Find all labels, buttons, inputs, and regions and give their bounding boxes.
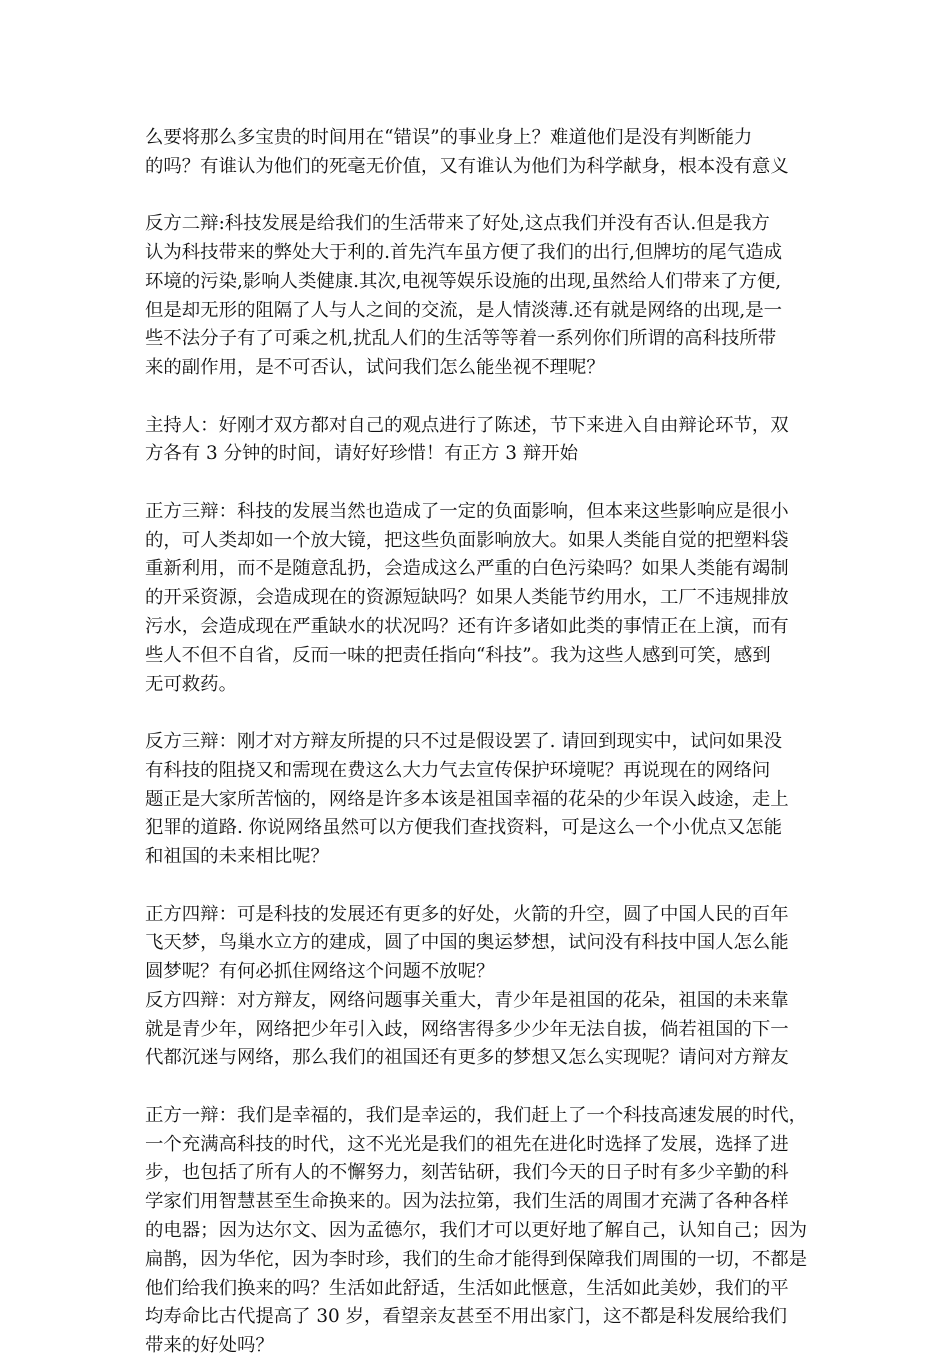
paragraph-host [145, 412, 815, 470]
text-line: 有科技的阻挠又和需现在费这么大力气去宣传保护环境呢？再说现在的网络问 [145, 759, 771, 781]
text-line: 正方三辩：科技的发展当然也造成了一定的负面影响，但本来这些影响应是很小 [145, 500, 789, 522]
text-line: 均寿命比古代提高了 30 岁，看望亲友甚至不用出家门，这不都是科发展给我们 [145, 1306, 787, 1328]
text-line: 就是青少年，网络把少年引入歧，网络害得多少少年无法自拔，倘若祖国的下一 [145, 1018, 789, 1040]
text-line: 代都沉迷与网络，那么我们的祖国还有更多的梦想又怎么实现呢？请问对方辩友 [145, 1047, 789, 1069]
paragraph-intro-continuation [145, 124, 815, 182]
text-line: 么要将那么多宝贵的时间用在“错误”的事业身上？难道他们是没有判断能力 [145, 127, 753, 148]
text-line: 来的副作用，是不可否认，试问我们怎么能坐视不理呢？ [145, 357, 605, 379]
text-line: 反方四辩：对方辩友，网络问题事关重大，青少年是祖国的花朵，祖国的未来靠 [145, 989, 789, 1011]
text-line: 些不法分子有了可乘之机,扰乱人们的生活等等着一系列你们所谓的高科技所带 [145, 328, 777, 350]
text-line: 污水，会造成现在严重缺水的状况吗？还有许多诸如此类的事情正在上演，而有 [145, 615, 789, 637]
text-line: 的吗？有谁认为他们的死毫无价值，又有谁认为他们为科学献身，根本没有意义 [145, 155, 789, 177]
text-line: 环境的污染,影响人类健康.其次,电视等娱乐设施的出现,虽然给人们带来了方便, [145, 270, 782, 292]
text-line: 他们给我们换来的吗？生活如此舒适，生活如此惬意，生活如此美妙，我们的平 [145, 1277, 789, 1299]
text-line: 的开采资源，会造成现在的资源短缺吗？如果人类能节约用水，工厂不违规排放 [145, 587, 789, 609]
text-line: 的，可人类却如一个放大镜，把这些负面影响放大。如果人类能自觉的把塑料袋 [145, 529, 789, 551]
text-line: 飞天梦，鸟巢水立方的建成，圆了中国的奥运梦想，试问没有科技中国人怎么能 [145, 932, 789, 954]
text-line: 无可救药。 [145, 673, 237, 695]
text-line: 犯罪的道路. 你说网络虽然可以方便我们查找资料，可是这么一个小优点又怎能 [145, 817, 782, 839]
text-line: 正方一辩：我们是幸福的，我们是幸运的，我们赶上了一个科技高速发展的时代， [145, 1104, 808, 1126]
text-line: 认为科技带来的弊处大于利的.首先汽车虽方便了我们的出行,但牌坊的尾气造成 [145, 241, 782, 263]
text-line: 主持人：好刚才双方都对自己的观点进行了陈述，节下来进入自由辩论环节，双 [145, 414, 789, 436]
text-line: 题正是大家所苦恼的，网络是许多本该是祖国幸福的花朵的少年误入歧途，走上 [145, 788, 789, 810]
text-line: 方各有 3 分钟的时间，请好好珍惜！有正方 3 辩开始 [145, 443, 578, 465]
text-line: 反方三辩：刚才对方辩友所提的只不过是假设罢了. 请回到现实中，试问如果没 [145, 730, 782, 752]
text-line: 扁鹊，因为华佗，因为李时珍，我们的生命才能得到保障我们周围的一切，不都是 [145, 1248, 808, 1270]
text-line: 的电器；因为达尔文、因为孟德尔，我们才可以更好地了解自己，认知自己；因为 [145, 1220, 808, 1242]
text-line: 正方四辩：可是科技的发展还有更多的好处，火箭的升空，圆了中国人民的百年 [145, 903, 789, 925]
text-line: 但是却无形的阻隔了人与人之间的交流，是人情淡薄.还有就是网络的出现,是一 [145, 299, 782, 321]
text-line: 步，也包括了所有人的不懈努力，刻苦钻研，我们今天的日子时有多少辛勤的科 [145, 1162, 789, 1184]
paragraph-pro-fourth-speaker [145, 901, 815, 987]
text-line: 反方二辩:科技发展是给我们的生活带来了好处,这点我们并没有否认.但是我方 [145, 213, 770, 235]
text-line: 和祖国的未来相比呢？ [145, 846, 329, 868]
paragraph-con-second-speaker [145, 210, 815, 383]
text-line: 重新利用，而不是随意乱扔，会造成这么严重的白色污染吗？如果人类能有竭制 [145, 558, 789, 580]
paragraph-pro-first-speaker [145, 1102, 815, 1361]
paragraph-con-fourth-speaker [145, 987, 815, 1073]
text-line: 圆梦呢？有何必抓住网络这个问题不放呢？ [145, 961, 495, 983]
text-line: 学家们用智慧甚至生命换来的。因为法拉第，我们生活的周围才充满了各种各样 [145, 1191, 789, 1213]
text-line: 一个充满高科技的时代，这不光光是我们的祖先在进化时选择了发展，选择了进 [145, 1133, 789, 1155]
text-line: 带来的好处吗？ [145, 1335, 274, 1357]
paragraph-pro-third-speaker [145, 498, 815, 700]
paragraph-con-third-speaker [145, 728, 815, 872]
text-line: 些人不但不自省，反而一味的把责任指向“科技”。我为这些人感到可笑，感到 [145, 644, 771, 666]
document-body [145, 124, 815, 1361]
